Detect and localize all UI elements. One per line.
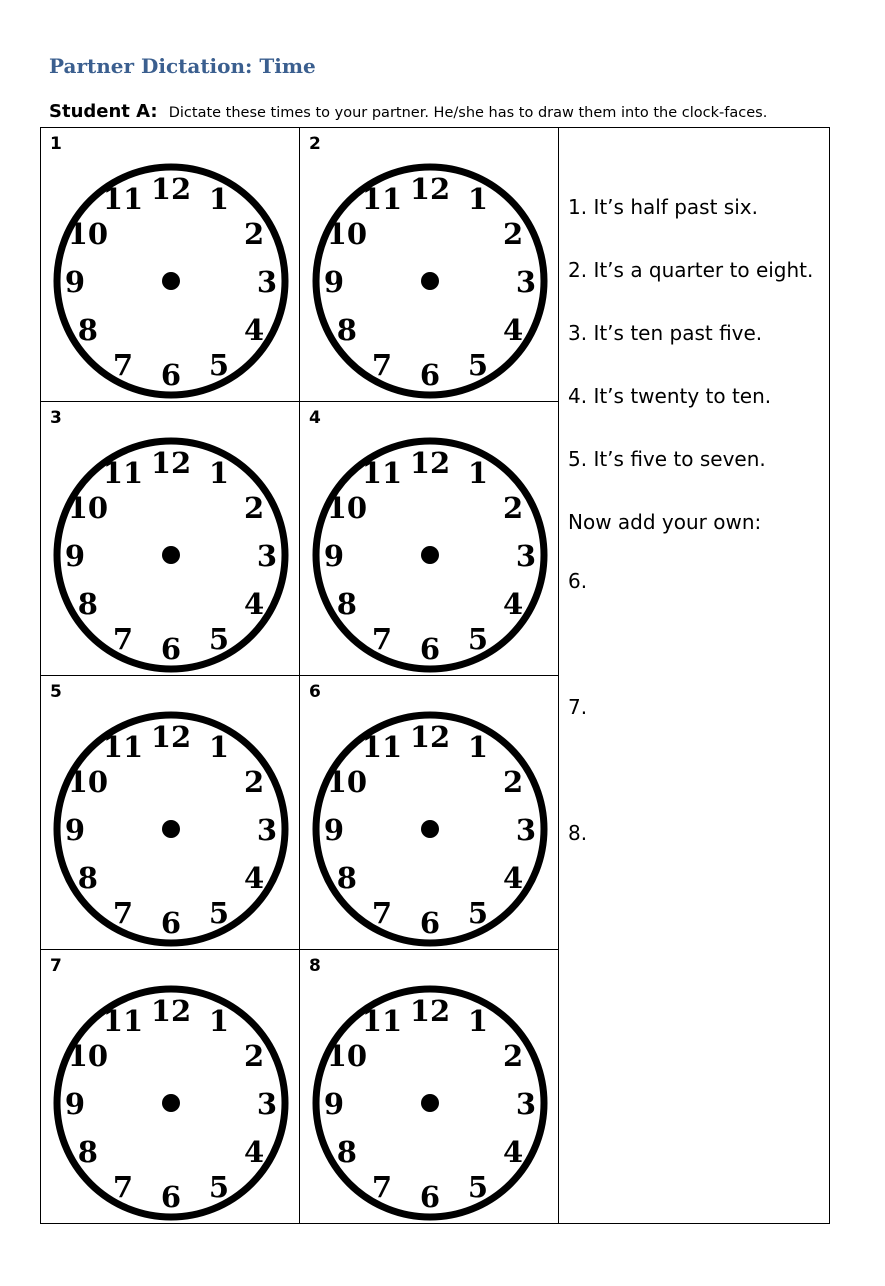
clock-numeral: 2	[503, 491, 524, 525]
clock-number: 1	[50, 134, 62, 154]
clock-numeral: 11	[102, 1003, 144, 1038]
clock-numeral: 3	[515, 1087, 537, 1121]
clock-numeral: 9	[64, 1087, 86, 1121]
clock-cell	[300, 950, 559, 1224]
clock-numeral: 10	[326, 217, 368, 251]
clock-face-icon[interactable]	[51, 432, 311, 678]
clock-numeral: 8	[336, 861, 357, 895]
clock-number: 4	[309, 408, 321, 428]
clock-numeral: 3	[515, 813, 537, 847]
clock-numeral: 12	[150, 446, 192, 480]
clock-numeral: 11	[361, 455, 403, 490]
clock-numeral: 8	[77, 587, 98, 621]
clock-center-dot	[421, 820, 439, 838]
clock-numeral: 9	[323, 1087, 345, 1121]
blank-item[interactable]: 7.	[568, 695, 588, 719]
instruction-line	[49, 101, 767, 122]
clock-numeral: 11	[102, 729, 144, 764]
clock-numeral: 3	[515, 265, 537, 299]
clock-numeral: 10	[326, 1039, 368, 1073]
clock-numeral: 4	[244, 587, 265, 621]
clock-numeral: 5	[467, 1170, 489, 1205]
clock-numeral: 5	[467, 622, 489, 657]
clock-numeral: 1	[467, 181, 489, 216]
clock-numeral: 12	[409, 172, 451, 206]
blank-item[interactable]: 8.	[568, 821, 588, 845]
clock-numeral: 5	[208, 896, 230, 931]
clock-numeral: 7	[112, 348, 134, 383]
clock-numeral: 7	[371, 348, 393, 383]
sentence-item: 3. It’s ten past five.	[568, 321, 763, 345]
clock-center-dot	[421, 272, 439, 290]
clock-numeral: 9	[323, 813, 345, 847]
clock-numeral: 5	[208, 1170, 230, 1205]
clock-numeral: 11	[361, 729, 403, 764]
sentence-list	[568, 194, 833, 847]
clock-numeral: 12	[409, 720, 451, 754]
clock-numeral: 6	[419, 1180, 441, 1214]
clock-numeral: 5	[208, 622, 230, 657]
sentence-item: 1. It’s half past six.	[568, 195, 758, 219]
clock-numeral: 3	[515, 539, 537, 573]
clock-face-icon[interactable]	[310, 158, 570, 404]
clock-numeral: 7	[371, 622, 393, 657]
clock-numeral: 3	[256, 813, 278, 847]
clock-numeral: 10	[326, 765, 368, 799]
clock-numeral: 2	[503, 217, 524, 251]
clock-numeral: 1	[467, 729, 489, 764]
clock-numeral: 7	[112, 1170, 134, 1205]
clock-numeral: 12	[150, 720, 192, 754]
clock-numeral: 4	[503, 861, 524, 895]
blank-item[interactable]: 6.	[568, 569, 588, 593]
clock-numeral: 12	[150, 994, 192, 1028]
clock-number: 3	[50, 408, 62, 428]
clock-face-icon[interactable]	[310, 432, 570, 678]
clock-number: 2	[309, 134, 321, 154]
page-title: Partner Dictation: Time	[49, 54, 316, 78]
sentence-item: 2. It’s a quarter to eight.	[568, 258, 814, 282]
clock-center-dot	[162, 546, 180, 564]
instruction-text: Dictate these times to your partner. He/she has to draw them into the clock-faces.	[168, 105, 768, 121]
clock-center-dot	[162, 820, 180, 838]
clock-numeral: 2	[503, 1039, 524, 1073]
clock-numeral: 7	[112, 622, 134, 657]
clock-center-dot	[162, 272, 180, 290]
clock-numeral: 9	[64, 265, 86, 299]
clock-number: 5	[50, 682, 62, 702]
sentence-item: 4. It’s twenty to ten.	[568, 384, 772, 408]
clock-numeral: 1	[208, 729, 230, 764]
clock-numeral: 2	[244, 491, 265, 525]
clock-cell	[300, 402, 559, 676]
clock-numeral: 9	[64, 813, 86, 847]
clock-cell	[300, 128, 559, 402]
clock-numeral: 5	[467, 348, 489, 383]
clock-numeral: 9	[323, 539, 345, 573]
clock-numeral: 4	[244, 861, 265, 895]
clock-cell	[41, 950, 300, 1224]
clock-numeral: 10	[326, 491, 368, 525]
clock-center-dot	[421, 546, 439, 564]
clock-numeral: 1	[467, 1003, 489, 1038]
clock-numeral: 1	[208, 455, 230, 490]
clock-numeral: 9	[64, 539, 86, 573]
clock-numeral: 10	[67, 1039, 109, 1073]
own-prompt: Now add your own:	[568, 510, 762, 534]
clock-numeral: 4	[244, 1135, 265, 1169]
clock-numeral: 4	[503, 1135, 524, 1169]
clock-face-icon[interactable]	[51, 706, 311, 952]
clock-numeral: 11	[102, 455, 144, 490]
clock-numeral: 2	[244, 765, 265, 799]
clock-numeral: 6	[160, 906, 182, 940]
clock-cell	[300, 676, 559, 950]
clock-numeral: 4	[503, 587, 524, 621]
clock-numeral: 2	[244, 1039, 265, 1073]
clock-numeral: 7	[371, 896, 393, 931]
clock-cell	[41, 128, 300, 402]
clock-numeral: 1	[208, 1003, 230, 1038]
instruction-label: Student A:	[49, 101, 158, 122]
clock-numeral: 12	[409, 994, 451, 1028]
clock-numeral: 4	[503, 313, 524, 347]
clock-numeral: 6	[419, 358, 441, 392]
clock-numeral: 11	[361, 181, 403, 216]
clock-numeral: 3	[256, 1087, 278, 1121]
clock-numeral: 2	[503, 765, 524, 799]
clock-numeral: 8	[77, 313, 98, 347]
clock-numeral: 2	[244, 217, 265, 251]
clock-numeral: 9	[323, 265, 345, 299]
clock-face-icon[interactable]	[51, 158, 311, 404]
clock-numeral: 5	[467, 896, 489, 931]
clock-numeral: 11	[102, 181, 144, 216]
clock-numeral: 6	[160, 632, 182, 666]
clock-number: 6	[309, 682, 321, 702]
clock-numeral: 8	[336, 313, 357, 347]
clock-numeral: 8	[336, 587, 357, 621]
clock-numeral: 12	[409, 446, 451, 480]
clock-cell	[41, 402, 300, 676]
clock-numeral: 8	[77, 861, 98, 895]
clock-numeral: 6	[419, 632, 441, 666]
clock-face-icon[interactable]	[310, 980, 570, 1226]
clock-numeral: 6	[160, 1180, 182, 1214]
clock-numeral: 3	[256, 265, 278, 299]
clock-cell	[41, 676, 300, 950]
clock-numeral: 10	[67, 765, 109, 799]
clock-numeral: 7	[371, 1170, 393, 1205]
clock-numeral: 1	[467, 455, 489, 490]
clock-numeral: 10	[67, 491, 109, 525]
clock-numeral: 12	[150, 172, 192, 206]
clock-numeral: 1	[208, 181, 230, 216]
clock-numeral: 10	[67, 217, 109, 251]
clock-numeral: 5	[208, 348, 230, 383]
clock-center-dot	[162, 1094, 180, 1112]
clock-numeral: 11	[361, 1003, 403, 1038]
worksheet-table	[40, 127, 830, 1224]
sentences-cell	[559, 128, 830, 1224]
clock-number: 8	[309, 956, 321, 976]
clock-numeral: 8	[77, 1135, 98, 1169]
clock-numeral: 6	[419, 906, 441, 940]
clock-numeral: 3	[256, 539, 278, 573]
clock-center-dot	[421, 1094, 439, 1112]
clock-number: 7	[50, 956, 62, 976]
sentence-item: 5. It’s five to seven.	[568, 447, 766, 471]
clock-numeral: 4	[244, 313, 265, 347]
clock-numeral: 6	[160, 358, 182, 392]
clock-face-icon[interactable]	[51, 980, 311, 1226]
clock-numeral: 7	[112, 896, 134, 931]
clock-numeral: 8	[336, 1135, 357, 1169]
clock-face-icon[interactable]	[310, 706, 570, 952]
